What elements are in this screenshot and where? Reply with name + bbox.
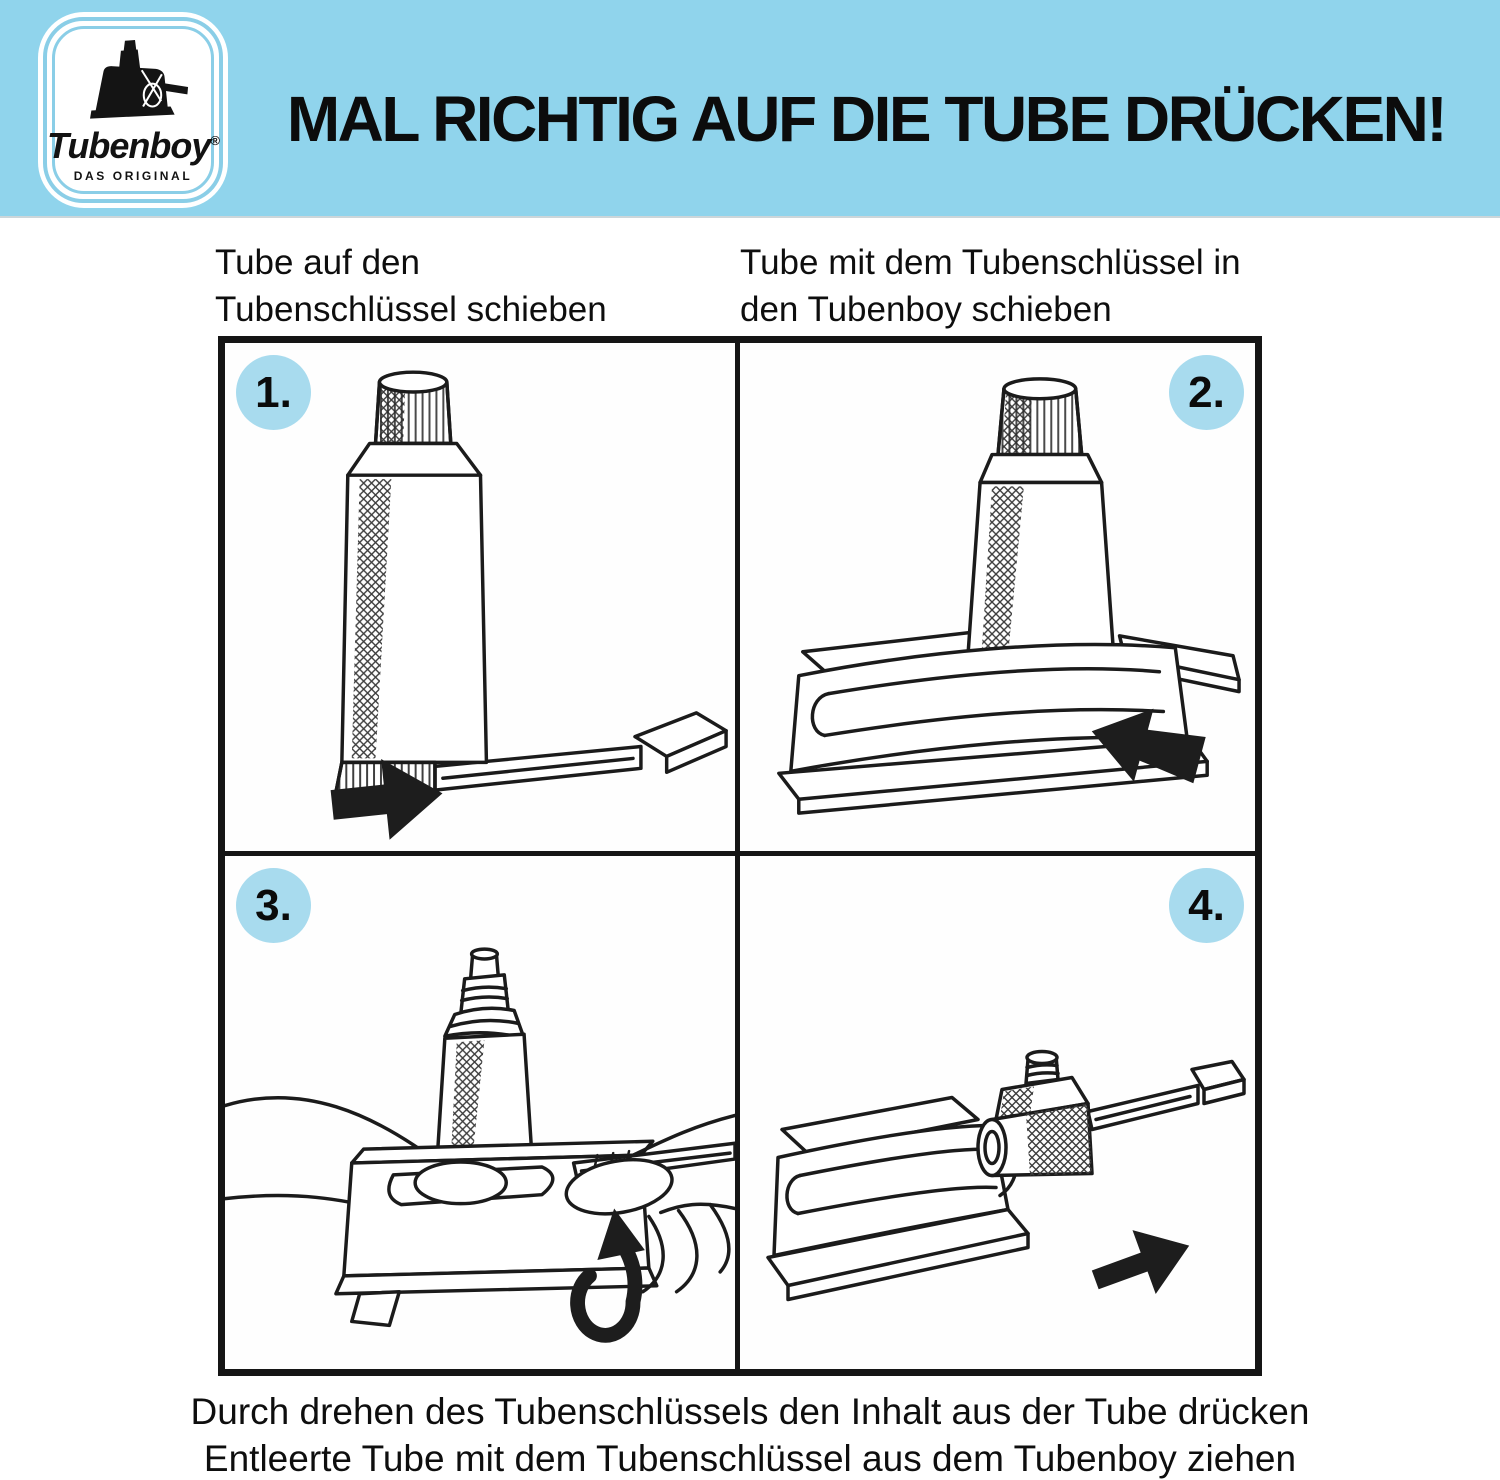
step-4-panel <box>740 856 1255 1369</box>
page-title: MAL RICHTIG AUF DIE TUBE DRÜCKEN! <box>286 83 1446 155</box>
logo-brand-text: Tubenboy <box>47 125 211 166</box>
caption-step-1-line-1: Tube auf den <box>215 243 420 282</box>
footer-instructions <box>0 1388 1500 1480</box>
logo-content <box>47 28 219 192</box>
caption-step-2 <box>740 239 1241 333</box>
caption-step-1-line-2: Tubenschlüssel schieben <box>215 290 607 329</box>
step-1-panel <box>225 343 740 856</box>
tubenboy-device-icon <box>72 34 194 128</box>
step-3-number-badge <box>236 868 311 943</box>
step-2-panel <box>740 343 1255 856</box>
step-3-illustration <box>225 856 735 1369</box>
step-1-number-badge <box>236 355 311 430</box>
step-2-illustration <box>740 343 1255 851</box>
header-banner <box>0 0 1500 218</box>
step-2-number-badge <box>1169 355 1244 430</box>
logo-tagline: DAS ORIGINAL <box>73 169 193 183</box>
step-4-number-badge <box>1169 868 1244 943</box>
step-1-illustration <box>225 343 735 851</box>
step-2-number: 2. <box>1188 367 1225 417</box>
caption-step-2-line-2: den Tubenboy schieben <box>740 290 1112 329</box>
logo-brand <box>47 125 219 166</box>
caption-step-1 <box>215 239 607 333</box>
footer-line-2: Entleerte Tube mit dem Tubenschlüssel aus dem Tubenboy ziehen <box>203 1438 1297 1479</box>
step-4-illustration <box>740 856 1255 1369</box>
step-4-number: 4. <box>1188 880 1225 930</box>
steps-grid <box>218 336 1262 1376</box>
caption-step-2-line-1: Tube mit dem Tubenschlüssel in <box>740 243 1241 282</box>
footer-line-1: Durch drehen des Tubenschlüssels den Inhalt aus der Tube drücken <box>190 1391 1310 1432</box>
tubenboy-logo <box>38 12 228 208</box>
registered-mark: ® <box>210 133 219 148</box>
step-3-panel <box>225 856 740 1369</box>
step-3-number: 3. <box>255 880 292 930</box>
step-1-number: 1. <box>255 367 292 417</box>
